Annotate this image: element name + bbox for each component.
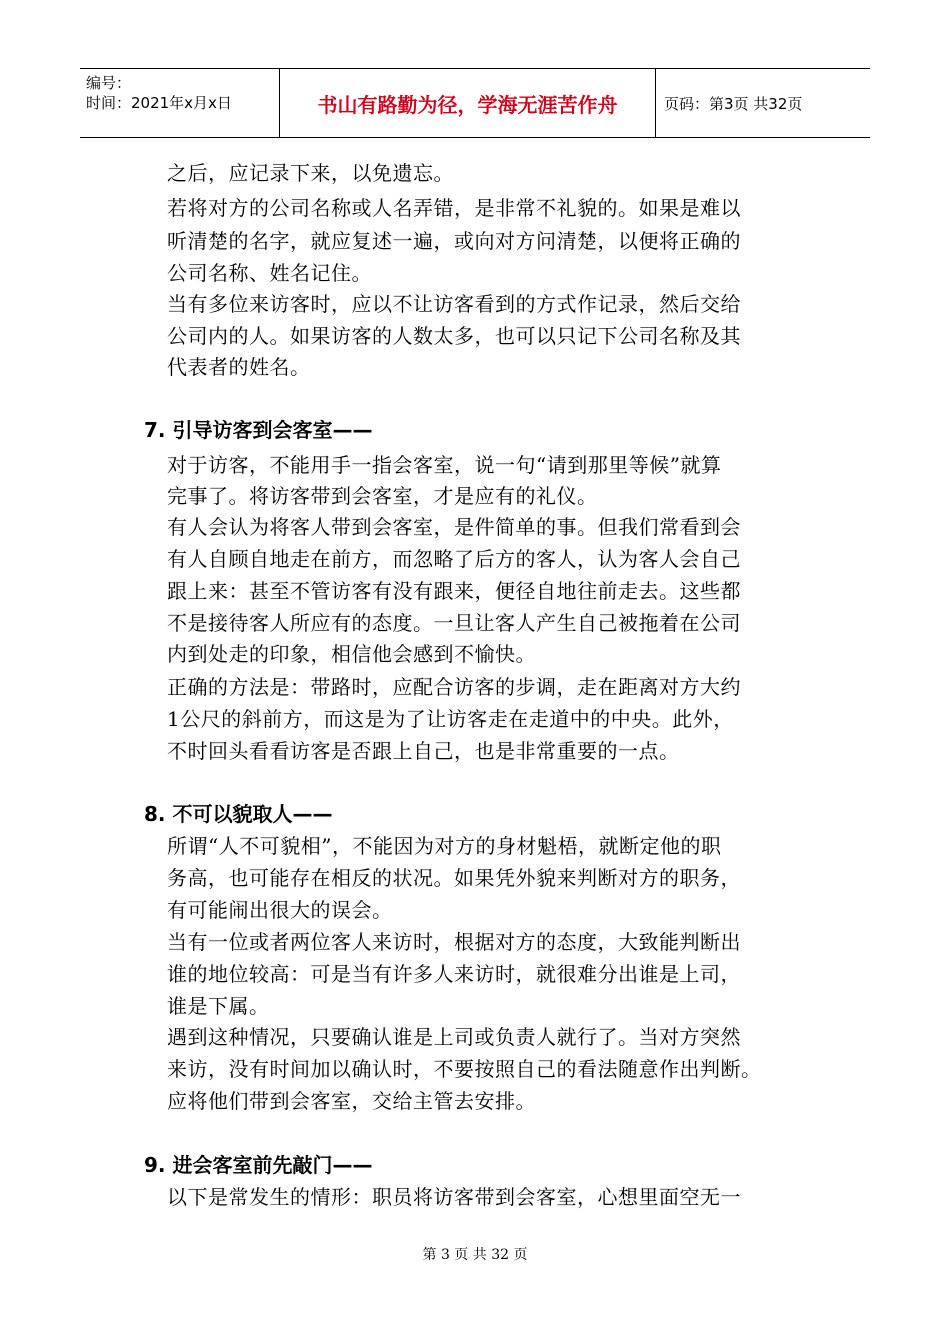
body-line: 若将对方的公司名称或人名弄错，是非常不礼貌的。如果是难以 [167, 196, 741, 220]
body-line: 之后，应记录下来，以免遗忘。 [167, 161, 454, 185]
body-line: 谁的地位较高：可是当有许多人来访时，就很难分出谁是上司， [167, 962, 741, 986]
body-line: 跟上来：甚至不管访客有没有跟来，便径自地往前走去。这些都 [167, 579, 741, 603]
body-line: 谁是下属。 [167, 994, 270, 1018]
body-line: 正确的方法是：带路时，应配合访客的步调，走在距离对方大约 [167, 675, 741, 699]
body-line: 所谓“人不可貌相”，不能因为对方的身材魁梧，就断定他的职 [167, 834, 722, 858]
body-line: 公司内的人。如果访客的人数太多，也可以只记下公司名称及其 [167, 324, 741, 348]
page-header [80, 68, 870, 138]
body-line: 应将他们带到会客室，交给主管去安排。 [167, 1089, 536, 1113]
body-line: 完事了。将访客带到会客室，才是应有的礼仪。 [167, 484, 598, 508]
body-line: 听清楚的名字，就应复述一遍，或向对方问清楚，以便将正确的 [167, 229, 741, 253]
body-line: 有人自顾自地走在前方，而忽略了后方的客人，认为客人会自己 [167, 547, 741, 571]
body-line: 内到处走的印象，相信他会感到不愉快。 [167, 642, 536, 666]
body-line: 不是接待客人所应有的态度。一旦让客人产生自己被拖着在公司 [167, 611, 741, 635]
document-time-label: 时间：2021年x月x日 [86, 94, 232, 112]
body-line: 有人会认为将客人带到会客室，是件简单的事。但我们常看到会 [167, 515, 741, 539]
body-line: 有可能闹出很大的误会。 [167, 898, 393, 922]
body-line: 1公尺的斜前方，而这是为了让访客走在走道中的中央。此外， [167, 707, 734, 731]
body-line: 当有多位来访客时，应以不让访客看到的方式作记录，然后交给 [167, 292, 741, 316]
section-heading-7: 7. 引导访客到会客室—— [144, 418, 373, 442]
document-number-label: 编号： [86, 74, 132, 92]
body-line: 公司名称、姓名记住。 [167, 261, 372, 285]
section-heading-8: 8. 不可以貌取人—— [144, 802, 333, 826]
header-motto: 书山有路勤为径，学海无涯苦作舟 [280, 69, 656, 137]
section-heading-9: 9. 进会客室前先敲门—— [144, 1153, 373, 1177]
body-line: 遇到这种情况，只要确认谁是上司或负责人就行了。当对方突然 [167, 1025, 741, 1049]
header-meta [80, 69, 280, 137]
body-line: 代表者的姓名。 [167, 355, 311, 379]
page-footer: 第 3 页 共 32 页 [422, 1247, 528, 1263]
body-line: 以下是常发生的情形：职员将访客带到会客室，心想里面空无一 [167, 1185, 741, 1209]
body-line: 当有一位或者两位客人来访时，根据对方的态度，大致能判断出 [167, 930, 741, 954]
body-line: 对于访客，不能用手一指会客室，说一句“请到那里等候”就算 [167, 453, 722, 477]
body-line: 不时回头看看访客是否跟上自己，也是非常重要的一点。 [167, 739, 680, 763]
body-line: 来访，没有时间加以确认时，不要按照自己的看法随意作出判断。 [167, 1057, 762, 1081]
body-line: 务高，也可能存在相反的状况。如果凭外貌来判断对方的职务， [167, 866, 741, 890]
header-page-code: 页码：第3页 共32页 [664, 94, 803, 113]
